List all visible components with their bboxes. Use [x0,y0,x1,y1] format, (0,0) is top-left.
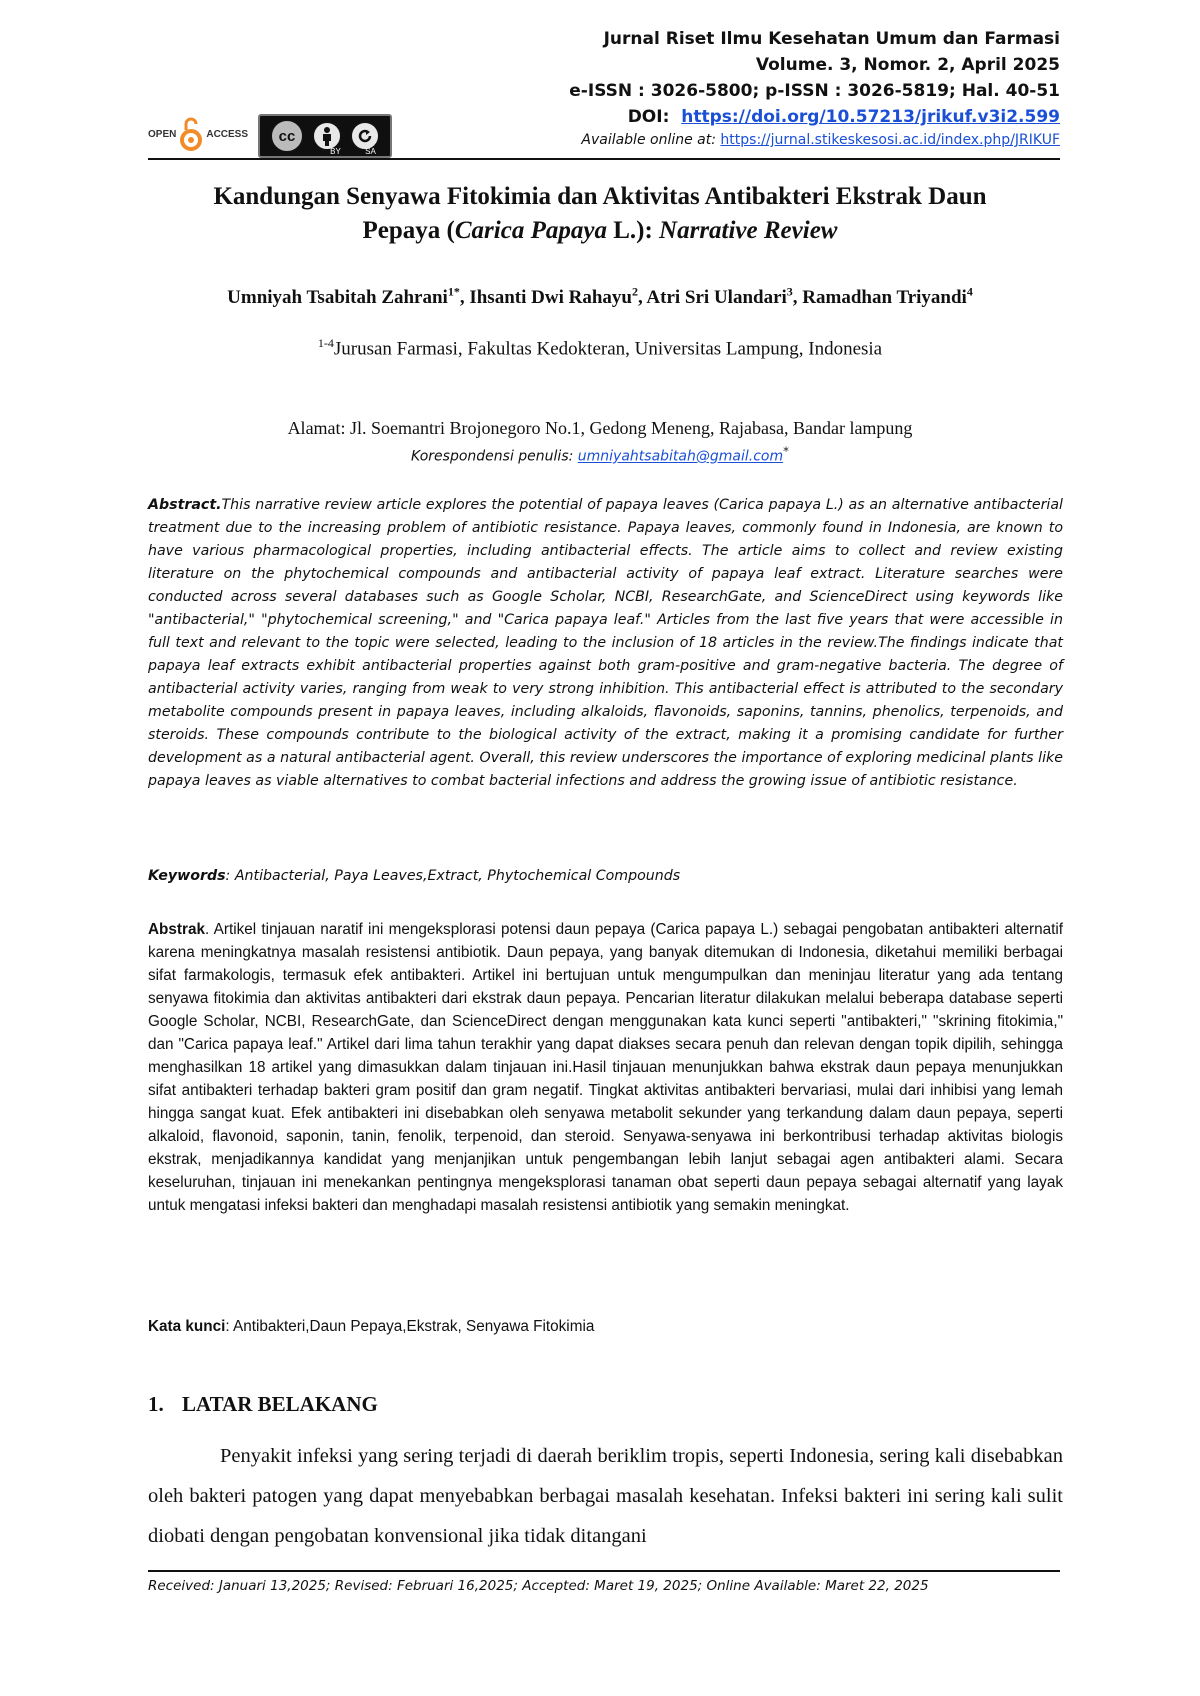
open-access-open-text: OPEN [148,128,177,140]
abstract-indonesian [148,918,1063,1217]
author-list [150,278,1050,312]
section-title: LATAR BELAKANG [182,1392,378,1416]
by-label: BY [330,147,341,156]
author-sup: 4 [966,285,973,299]
author-sup: 3 [786,285,793,299]
paragraph-text: Penyakit infeksi yang sering terjadi di daerah beriklim tropis, seperti Indonesia, sering kali disebabkan oleh bakteri patogen yang dapat menyebabkan berbagai masalah kesehatan. Infeksi bakteri ini sering kali sulit diobati dengan pengobatan konvensional jika tidak ditangani [148,1445,1063,1547]
doi-link[interactable]: https://doi.org/10.57213/jrikuf.v3i2.599 [681,107,1060,127]
affiliation [150,336,1050,360]
title-review-type: Narrative Review [659,217,838,244]
author-name: Ihsanti Dwi Rahayu [469,287,632,309]
author [802,287,973,308]
keywords-text: : Antibacterial, Paya Leaves,Extract, Phytochemical Compounds [225,868,681,884]
correspondence-label: Korespondensi penulis: [411,448,578,465]
title-species: Carica Papaya [454,217,607,244]
open-access-access-text: ACCESS [206,128,249,140]
abstract-text: This narrative review article explores the potential of papaya leaves (Carica papaya L.) as an alternative antibacterial treatment due to the increasing problem of antibiotic resistance. Papaya leaves, commonly found in Indonesia, are known to have various pharmacological properties, including antibacterial effects. The article aims to collect and review existing literature on the phytochemical compounds and antibacterial activity of papaya leaf extract. Literature searches were conducted across several databases such as Google Scholar, NCBI, ResearchGate, and ScienceDirect using keywords like "antibacterial," "phytochemical screening," and "Carica papaya leaf." Articles from the last five years that were accessible in full text and relevant to the topic were selected, leading to the inclusion of 18 articles in the review.The findings indicate that papaya leaf extracts exhibit antibacterial properties against both gram-positive and gram-negative bacteria. The degree of antibacterial activity varies, ranging from weak to very strong inhibition. This antibacterial effect is attributed to the secondary metabolite compounds present in papaya leaves, including alkaloids, flavonoids, saponins, tannins, phenolics, terpenoids, and steroids. These compounds contribute to the biological activity of the extract, making it a promising candidate for further development as a natural antibacterial agent. Overall, this review underscores the importance of exploring medicinal plants like papaya leaves as viable alternatives to combat bacterial infections and address the growing issue of antibiotic resistance. [148,497,1063,789]
author-sup: 1* [447,285,460,299]
abstract-english [148,494,1063,793]
cc-labels [318,147,388,156]
section-number: 1. [148,1392,164,1416]
title-part: L.): [606,217,660,244]
journal-header [440,26,1060,150]
keywords-label: Keywords [148,868,226,884]
author-sup: 2 [631,285,638,299]
keywords-english [148,868,1063,884]
journal-name: Jurnal Riset Ilmu Kesehatan Umum dan Farmasi [603,29,1060,49]
author-name: Ramadhan Triyandi [802,287,967,309]
footer-divider [148,1570,1060,1572]
journal-issue: Volume. 3, Nomor. 2, April 2025 [755,55,1060,75]
author-sep: , [792,287,803,309]
title-line-2 [150,214,1050,248]
author-sep: , [637,287,647,309]
author [227,287,469,308]
affiliation-text: Jurusan Farmasi, Fakultas Kedokteran, Universitas Lampung, Indonesia [333,338,883,360]
author [469,287,646,308]
abstrak-text: . Artikel tinjauan naratif ini mengeksplorasi potensi daun pepaya (Carica papaya L.) sebagai pengobatan antibakteri alternatif karena meningkatnya masalah resistensi antibiotik. Daun pepaya, yang banyak ditemukan di Indonesia, diketahui memiliki berbagai sifat farmakologis, termasuk efek antibakteri. Artikel ini bertujuan untuk mengumpulkan dan meninjau literatur yang ada tentang senyawa fitokimia dan aktivitas antibakteri dari ekstrak daun pepaya. Pencarian literatur dilakukan melalui beberapa database seperti Google Scholar, NCBI, ResearchGate, dan ScienceDirect dengan menggunakan kata kunci seperti "antibakteri," "skrining fitokimia," dan "Carica papaya leaf." Artikel dari lima tahun terakhir yang dapat diakses secara penuh dan relevan dengan topik dipilih, sehingga menghasilkan 18 artikel yang dimasukkan dalam tinjauan ini.Hasil tinjauan menunjukkan bahwa ekstrak daun pepaya menunjukkan sifat antibakteri terhadap bakteri gram positif dan gram negatif. Tingkat aktivitas antibakteri bervariasi, mulai dari inhibisi yang lemah hingga sangat kuat. Efek antibakteri ini disebabkan oleh senyawa metabolit sekunder yang terkandung dalam daun pepaya, seperti alkaloid, flavonoid, saponin, tanin, fenolik, terpenoid, dan steroid. Senyawa-senyawa ini berkontribusi terhadap aktivitas biologis ekstrak, menjadikannya kandidat yang menjanjikan untuk pengembangan lebih lanjut sebagai agen antibakteri alami. Secara keseluruhan, tinjauan ini menekankan pentingnya mengeksplorasi tanaman obat seperti daun pepaya sebagai alternatif yang layak untuk mengatasi infeksi bakteri dan menghadapi masalah resistensi antibiotik yang semakin meningkat. [148,921,1063,1214]
article-dates: Received: Januari 13,2025; Revised: Februari 16,2025; Accepted: Maret 19, 2025; Online Available: Maret 22, 2025 [148,1578,929,1594]
cc-icon: cc [270,119,304,153]
available-label: Available online at: [581,132,716,148]
title-line-1: Kandungan Senyawa Fitokimia dan Aktivitas Antibakteri Ekstrak Daun [213,183,987,210]
correspondence-mark: * [783,444,789,458]
keywords-indonesian [148,1318,1063,1336]
title-part: Pepaya ( [362,217,455,244]
sa-label: SA [365,147,376,156]
journal-doi [440,104,1060,130]
journal-issn: e-ISSN : 3026-5800; p-ISSN : 3026-5819; Hal. 40-51 [569,81,1060,101]
open-access-badge [148,114,248,154]
open-lock-icon [180,116,202,152]
body-paragraph [148,1436,1063,1556]
affiliation-sup: 1-4 [317,336,334,350]
available-online [440,130,1060,150]
doi-label: DOI: [627,107,670,127]
header-divider [148,158,1060,160]
author-name: Umniyah Tsabitah Zahrani [227,287,448,309]
address: Alamat: Jl. Soemantri Brojonegoro No.1, Gedong Meneng, Rajabasa, Bandar lampung [287,418,913,438]
author-name: Atri Sri Ulandari [646,287,787,309]
author [646,287,802,308]
correspondence [150,444,1050,465]
section-heading [148,1392,1063,1417]
abstrak-label: Abstrak [148,921,205,938]
kata-kunci-text: : Antibakteri,Daun Pepaya,Ekstrak, Senyawa Fitokimia [225,1318,595,1335]
author-sep: , [459,287,470,309]
kata-kunci-label: Kata kunci [148,1318,226,1335]
correspondence-email-link[interactable]: umniyahtsabitah@gmail.com [577,448,784,465]
journal-url-link[interactable]: https://jurnal.stikeskesosi.ac.id/index.php/JRIKUF [720,132,1060,148]
abstract-label: Abstract. [148,497,222,513]
article-title [150,180,1050,248]
